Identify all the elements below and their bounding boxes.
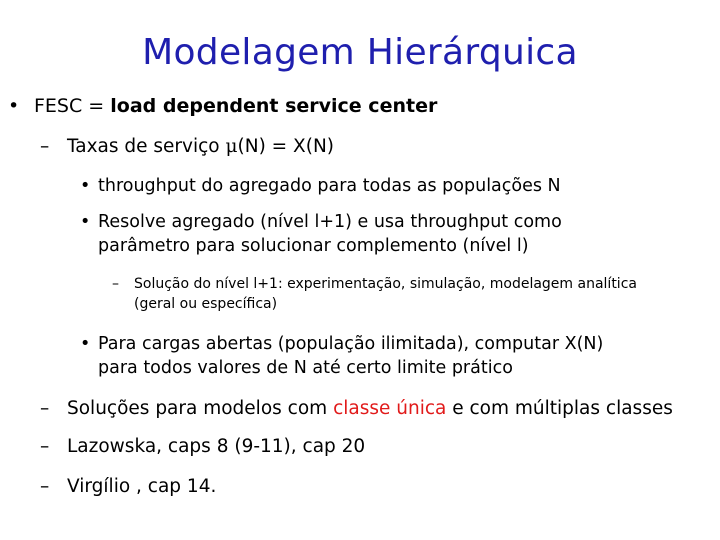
dash-marker: – [40, 136, 50, 157]
fesc-definition: load dependent service center [110, 95, 438, 117]
solucao-line-1: Solução do nível l+1: experimentação, simulação, modelagem analítica [134, 276, 637, 292]
mu-symbol: μ [225, 136, 238, 157]
resolve-line-2: parâmetro para solucionar complemento (nível l) [98, 236, 529, 256]
bullet-marker: • [80, 176, 91, 196]
solucoes-after: e com múltiplas classes [446, 398, 673, 419]
cargas-line-1: Para cargas abertas (população ilimitada), computar X(N) [98, 334, 604, 354]
solucoes-before: Soluções para modelos com [67, 398, 334, 419]
bullet-marker: • [8, 95, 20, 117]
virgilio-item: Virgílio , cap 14. [67, 476, 217, 497]
solucao-line-2: (geral ou específica) [134, 296, 278, 312]
bullet-marker: • [80, 212, 91, 232]
fesc-prefix: FESC = [34, 95, 111, 117]
dash-marker: – [112, 276, 119, 292]
resolve-line-1: Resolve agregado (nível l+1) e usa throughput como [98, 212, 562, 232]
taxas-item [67, 136, 334, 157]
lazowska-item: Lazowska, caps 8 (9-11), cap 20 [67, 436, 366, 457]
bullet-marker: • [80, 334, 91, 354]
cargas-line-2: para todos valores de N até certo limite prático [98, 358, 513, 378]
fesc-item [34, 95, 437, 117]
taxas-before: Taxas de serviço [67, 136, 226, 157]
classe-unica-highlight: classe única [333, 398, 447, 419]
taxas-after: (N) = X(N) [237, 136, 334, 157]
solucoes-item [67, 398, 673, 419]
dash-marker: – [40, 398, 50, 419]
page-title: Modelagem Hierárquica [142, 32, 578, 73]
throughput-item: throughput do agregado para todas as populações N [98, 176, 561, 196]
dash-marker: – [40, 436, 50, 457]
dash-marker: – [40, 476, 50, 497]
